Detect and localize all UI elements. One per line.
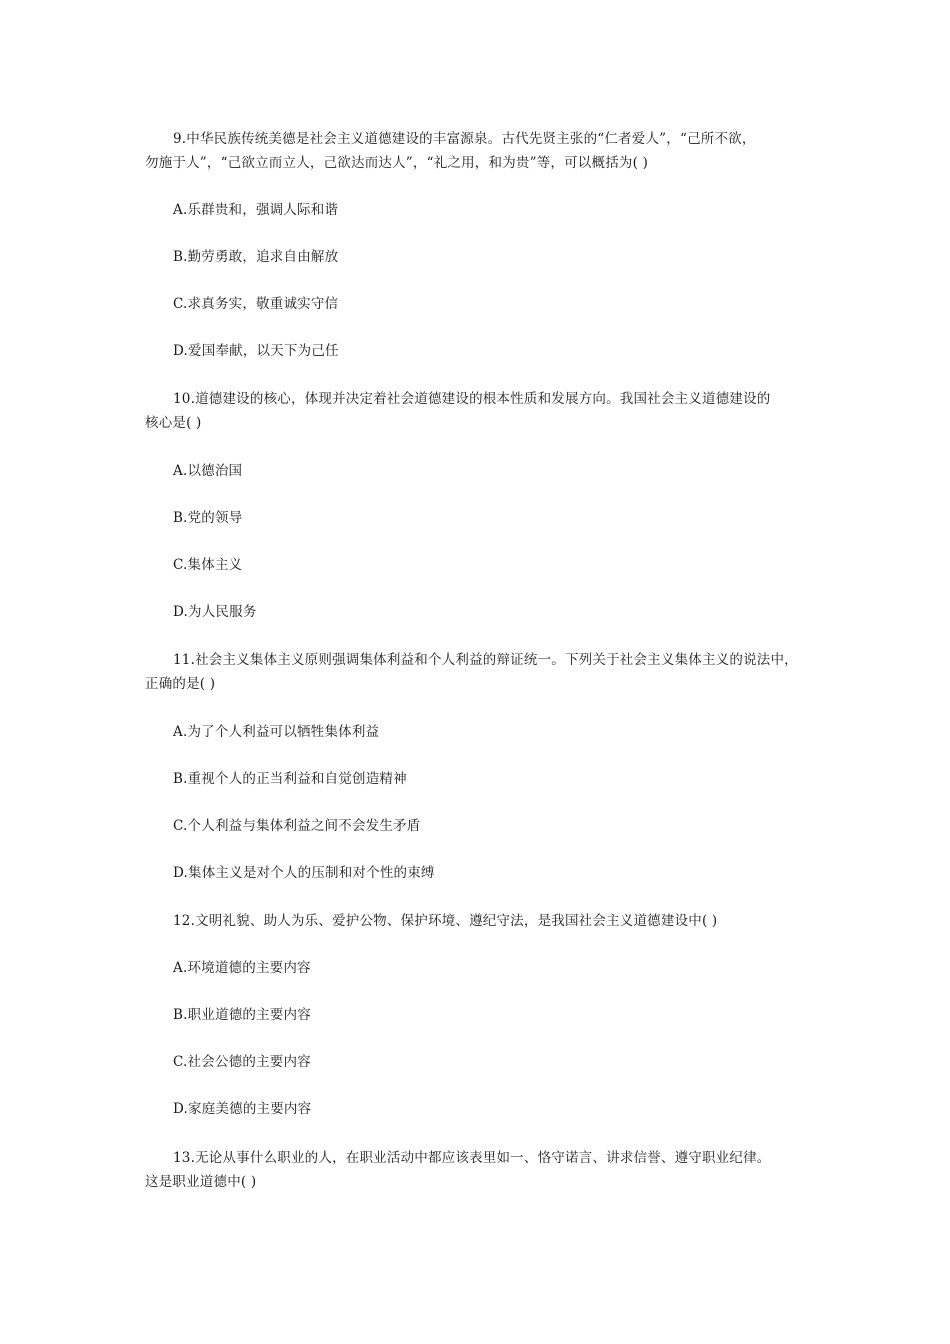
option-a: A.乐群贵和，强调人际和谐 <box>173 202 339 218</box>
option-b: B.党的领导 <box>173 510 243 526</box>
question-stem: 勿施于人”，“己欲立而立人，己欲达而达人”，“礼之用，和为贵”等，可以概括为( ) <box>145 155 649 171</box>
question-stem: 12.文明礼貌、助人为乐、爱护公物、保护环境、遵纪守法，是我国社会主义道德建设中( ) <box>173 913 718 929</box>
option-d: D.集体主义是对个人的压制和对个性的束缚 <box>173 865 435 881</box>
option-a: A.环境道德的主要内容 <box>173 960 311 976</box>
option-a: A.以德治国 <box>173 463 243 479</box>
option-b: B.职业道德的主要内容 <box>173 1007 311 1023</box>
option-d: D.为人民服务 <box>173 604 257 620</box>
option-c: C.社会公德的主要内容 <box>173 1054 311 1070</box>
option-c: C.个人利益与集体利益之间不会发生矛盾 <box>173 818 421 834</box>
question-stem: 正确的是( ) <box>145 676 216 692</box>
option-a: A.为了个人利益可以牺牲集体利益 <box>173 724 380 740</box>
option-b: B.勤劳勇敢，追求自由解放 <box>173 249 339 265</box>
question-stem: 11.社会主义集体主义原则强调集体利益和个人利益的辩证统一。下列关于社会主义集体主义的说法中， <box>173 652 798 668</box>
option-d: D.家庭美德的主要内容 <box>173 1101 312 1117</box>
question-stem: 这是职业道德中( ) <box>145 1174 257 1190</box>
option-d: D.爱国奉献，以天下为己任 <box>173 343 339 359</box>
question-stem: 核心是( ) <box>145 415 202 431</box>
option-c: C.求真务实，敬重诚实守信 <box>173 296 339 312</box>
option-b: B.重视个人的正当利益和自觉创造精神 <box>173 771 407 787</box>
option-c: C.集体主义 <box>173 557 243 573</box>
question-stem: 10.道德建设的核心，体现并决定着社会道德建设的根本性质和发展方向。我国社会主义道德建设的 <box>173 391 771 407</box>
question-stem: 13.无论从事什么职业的人，在职业活动中都应该表里如一、恪守诺言、讲求信誉、遵守职业纪律。 <box>173 1150 771 1166</box>
question-stem: 9.中华民族传统美德是社会主义道德建设的丰富源泉。古代先贤主张的“仁者爱人”，“己所不欲， <box>173 131 756 147</box>
